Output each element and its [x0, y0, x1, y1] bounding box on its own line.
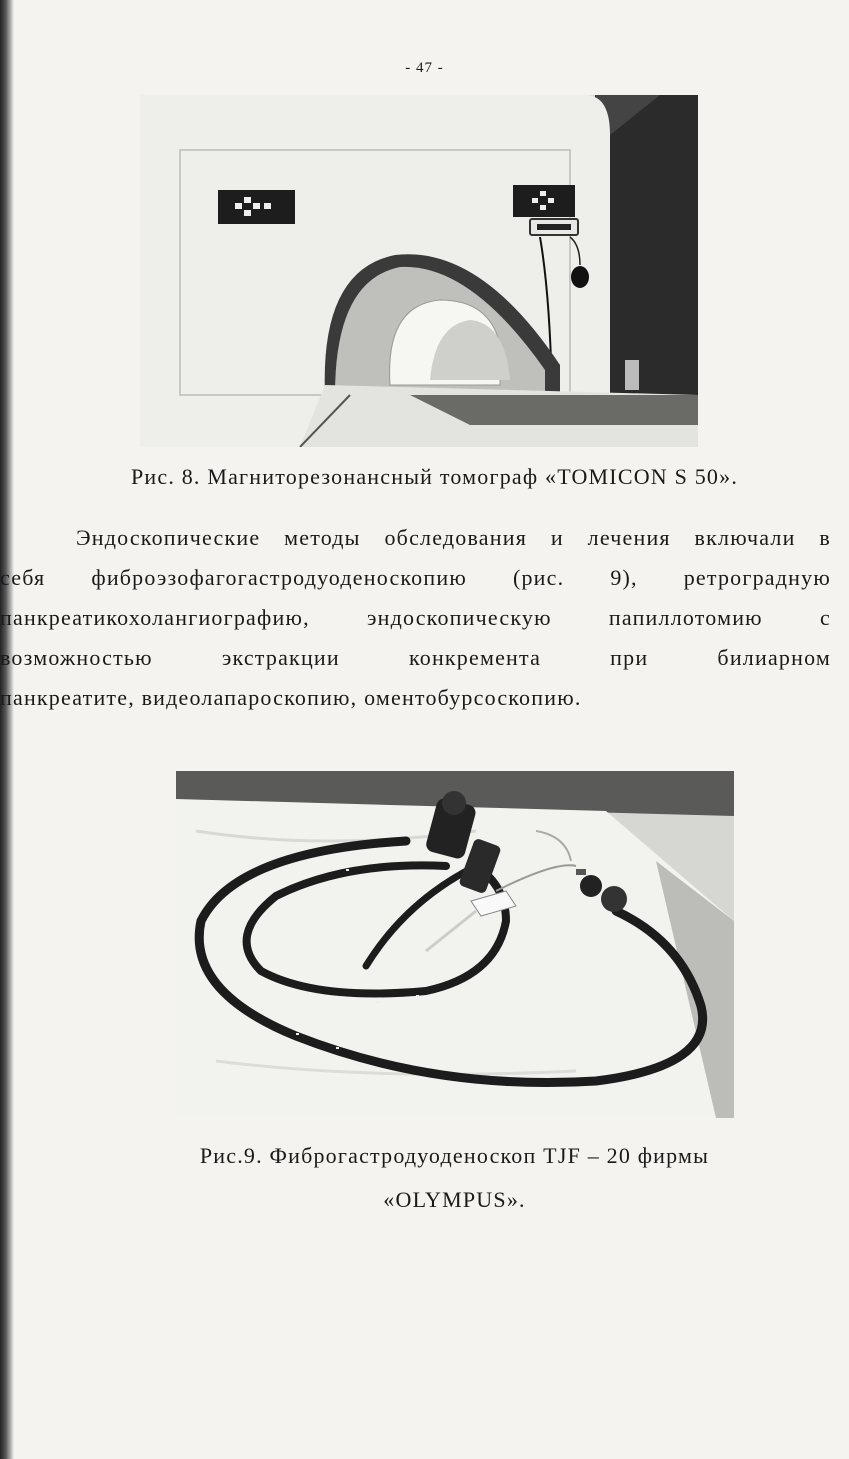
body-paragraph [0, 518, 831, 718]
figure-9-caption-line-1: Рис.9. Фиброгастродуоденоскоп TJF – 20 фирмы [199, 1143, 710, 1168]
figure-8-caption: Рис. 8. Магниторезонансный томограф «TOMICON S 50». [130, 464, 739, 489]
word: (рис. [512, 565, 565, 590]
page-binding-edge [0, 0, 14, 1459]
word: ретроградную [683, 565, 831, 590]
paragraph-line [0, 518, 831, 558]
paragraph-line [0, 678, 831, 718]
word: конкремента [408, 645, 542, 670]
word: билиарном [717, 645, 831, 670]
endoscope-photo [176, 771, 734, 1118]
word: при [610, 645, 649, 670]
word: и [550, 525, 564, 550]
word: Эндоскопические [76, 525, 261, 550]
word: панкреатите, видеолапароскопию, оментобурсоскопию. [0, 685, 582, 710]
figure-9-caption-line-2: «OLYMPUS». [383, 1187, 526, 1212]
word: фиброэзофагогастродуоденоскопию [91, 565, 467, 590]
word: лечения [587, 525, 671, 550]
paragraph-line [0, 558, 831, 598]
word: экстракции [221, 645, 340, 670]
figure-9-caption [30, 1134, 849, 1222]
word: методы [284, 525, 361, 550]
word: с [820, 605, 831, 630]
page-number: - 47 - [405, 60, 444, 76]
paragraph-line [0, 598, 831, 638]
left-control-panel [218, 190, 295, 224]
word: возможностью [0, 645, 153, 670]
word: включали [694, 525, 796, 550]
word: эндоскопическую [366, 605, 552, 630]
word: папиллотомию [608, 605, 763, 630]
word: 9), [610, 565, 638, 590]
word: панкреатикохолангиографию, [0, 605, 310, 630]
word: обследования [384, 525, 528, 550]
word: в [819, 525, 831, 550]
mri-scanner-photo [140, 95, 698, 447]
paragraph-line [0, 638, 831, 678]
word: себя [0, 565, 46, 590]
